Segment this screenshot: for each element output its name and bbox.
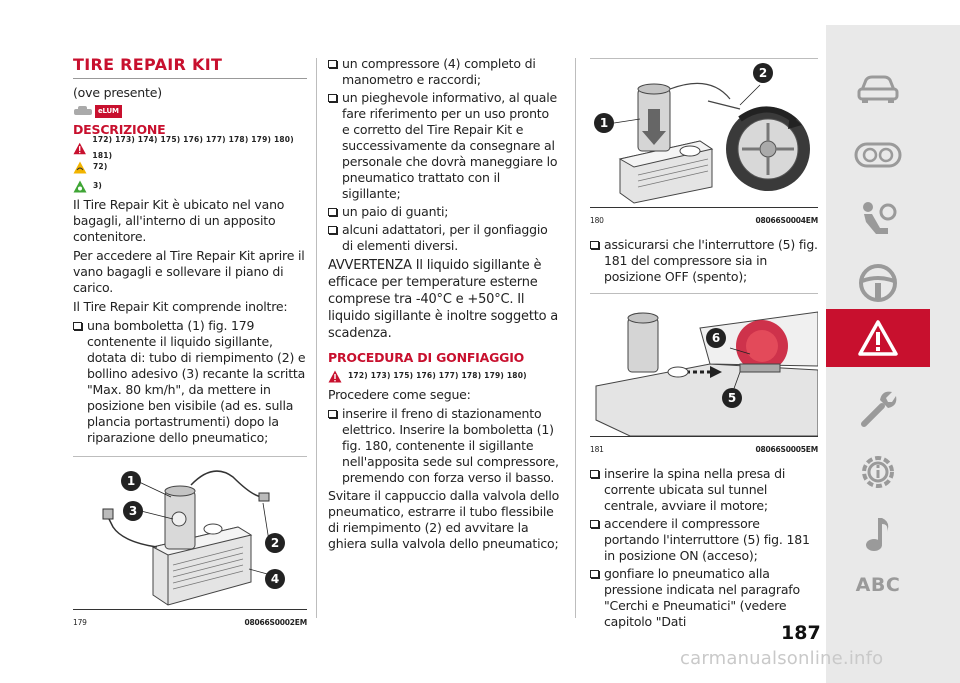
sidebar-item-index[interactable] [826,556,930,614]
paragraph-warning: AVVERTENZA Il liquido sigillante è efficace per temperature esterne comprese tra -40°C e +50°C. Il liquido sigillante è inoltre soggetto a scadenza. [328,258,559,341]
warning-row-3 [73,178,307,194]
bullet-box-icon [328,94,337,102]
environment-triangle-icon [73,180,87,193]
callout-1: 1 [594,113,614,133]
paragraph-procedere: Procedere come segue: [328,387,471,402]
warning-triangle-icon [328,370,342,383]
figure-181-caption [590,439,818,464]
bullet-text: assicurarsi che l'interruttore (5) fig. 181 del compressore sia in posizione OFF (spento); [604,237,818,284]
wrench-icon [858,388,898,428]
warning-refs-2: 72) [93,162,108,171]
callout-1: 1 [121,471,141,491]
car-small-icon [73,104,93,118]
figure-180 [590,58,818,208]
warning-row-1 [73,135,307,160]
sidebar-item-dashboard[interactable] [826,126,930,184]
sidebar-item-technical-data[interactable] [826,443,930,501]
bullet-box-icon [590,520,599,528]
callout-3: 3 [123,501,143,521]
bullet-text: alcuni adattatori, per il gonfiaggio di elementi diversi. [342,222,548,253]
section-heading-procedura: PROCEDURA DI GONFIAGGIO [328,350,525,365]
bullet-text: gonfiare lo pneumatico alla pressione indicata nel paragrafo "Cerchi e Pneumatici" (vedere capitolo "Dati [604,566,800,629]
callout-2: 2 [753,63,773,83]
caution-triangle-icon [73,161,87,174]
dashboard-gauges-icon [854,142,902,168]
bullet-item [328,406,560,486]
bullet-text: un pieghevole informativo, al quale fare riferimento per un uso pronto e corretto del Tire Repair Kit e successivamente da consegnare al personale che dovrà maneggiare lo pneumatico trattato con il sigillante; [342,90,558,201]
column-right [590,58,818,632]
bullet-text: una bomboletta (1) fig. 179 contenente il liquido sigillante, dotata di: tubo di riempimento (2) e bollino adesivo (3) recante la scritta "Max. 80 km/h", da mettere in posizione ben visibile (ad es. sulla plancia portastrumenti) dopo la riparazione dello pneumatico; [87,318,306,445]
figure-code: 08066S0005EM [755,445,818,454]
canister-insert-illustration [590,59,818,207]
column-divider-2 [575,58,576,618]
bullet-box-icon [590,470,599,478]
warning-refs-4: 172) 173) 175) 176) 177) 178) 179) 180) [348,371,527,380]
watermark: carmanualsonline.info [680,648,884,669]
bullet-box-icon [590,241,599,249]
paragraph-2: Per accedere al Tire Repair Kit aprire il vano bagagli e sollevare il piano di carico. [73,248,305,295]
sidebar-item-car[interactable] [826,60,930,118]
bullet-box-icon [590,570,599,578]
bullet-box-icon [73,322,82,330]
callout-2: 2 [265,533,285,553]
bullet-item [328,204,560,220]
warning-refs-3: 3) [93,181,103,190]
music-note-icon [863,514,893,554]
warning-triangle-icon [858,320,898,356]
bullet-box-icon [328,226,337,234]
bullet-text: un paio di guanti; [342,204,449,219]
callout-5: 5 [722,388,742,408]
column-middle [328,56,560,555]
warning-row-4 [328,368,560,384]
figure-code: 08066S0002EM [244,618,307,627]
figure-179 [73,456,307,610]
elum-label: eLUM [95,105,122,118]
sidebar-item-maintenance[interactable] [826,379,930,437]
bullet-item [328,222,560,254]
paragraph-1: Il Tire Repair Kit è ubicato nel vano bagagli, all'interno di un apposito contenitore. [73,197,285,244]
index-abc-label: ABC [855,574,901,596]
bullet-text: accendere il compressore portando l'interruttore (5) fig. 181 in posizione ON (acceso); [604,516,810,563]
section-heading-descrizione: DESCRIZIONE [73,122,166,137]
subtitle: (ove presente) [73,85,162,100]
bullet-text: un compressore (4) completo di manometro e raccordi; [342,56,536,87]
bullet-item [590,237,818,285]
bullet-text: inserire la spina nella presa di corrente ubicata sul tunnel centrale, avviare il motore; [604,466,786,513]
warning-refs-1: 172) 173) 174) 175) 176) 177) 178) 179) 180) 181) [92,135,294,160]
sidebar-item-steering[interactable] [826,254,930,312]
sidebar-item-multimedia[interactable] [826,505,930,563]
page-title: TIRE REPAIR KIT [73,55,223,74]
title-divider [73,78,307,79]
figure-code: 08066S0004EM [755,216,818,225]
callout-6: 6 [706,328,726,348]
callout-4: 4 [265,569,285,589]
bullet-box-icon [328,410,337,418]
bullet-box-icon [328,60,337,68]
car-icon [856,74,900,104]
sidebar-item-airbag[interactable] [826,190,930,248]
figure-180-caption [590,210,818,235]
paragraph-3: Il Tire Repair Kit comprende inoltre: [73,299,288,314]
bullet-item [590,466,818,514]
bullet-item [73,318,307,446]
chapter-sidebar [826,25,960,683]
airbag-seat-icon [858,200,898,238]
steering-wheel-icon [858,263,898,303]
elum-badge [73,104,307,118]
bullet-item [590,566,818,630]
column-divider-1 [316,58,317,618]
figure-number: 181 [590,445,604,454]
compressor-switch-illustration [590,294,818,436]
bullet-text: inserire il freno di stazionamento elettrico. Inserire la bomboletta (1) fig. 180, contenente il sigillante nell'apposita sede sul compressore, premendo con forza verso il basso. [342,406,559,485]
bullet-item [328,56,560,88]
column-left [73,56,307,637]
page-number: 187 [781,622,821,644]
figure-181 [590,293,818,437]
info-gear-icon [857,451,899,493]
figure-179-caption [73,612,307,637]
sidebar-item-emergency[interactable] [826,309,930,367]
bullet-item [328,90,560,202]
figure-number: 180 [590,216,604,225]
figure-number: 179 [73,618,87,627]
bullet-box-icon [328,208,337,216]
warning-triangle-icon [73,142,86,155]
bullet-item [590,516,818,564]
paragraph-svitare: Svitare il cappuccio dalla valvola dello pneumatico, estrarre il tubo flessibile di riempimento (2) ed avvitare la ghiera sulla valvola dello pneumatico; [328,488,560,551]
